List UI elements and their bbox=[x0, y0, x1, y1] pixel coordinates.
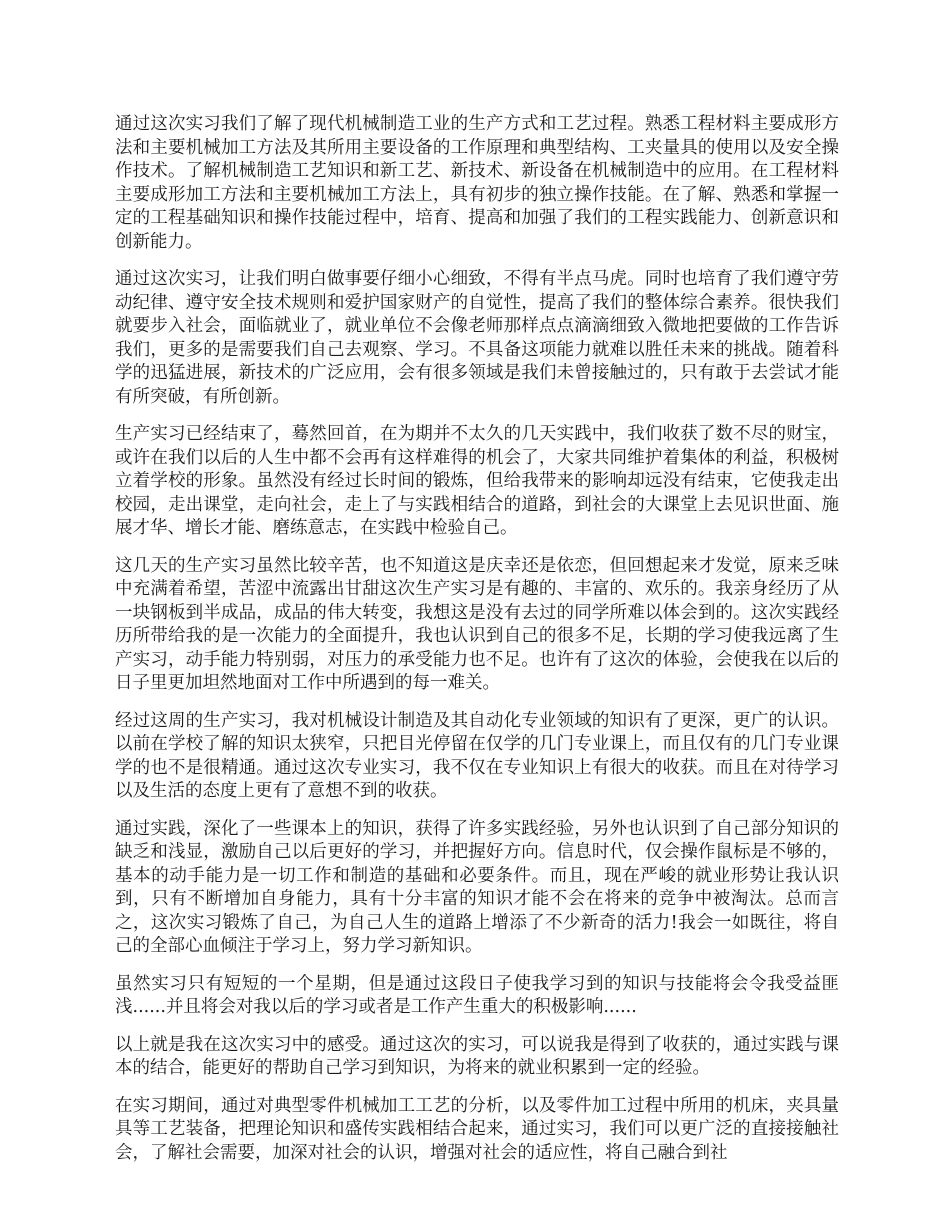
document-body bbox=[115, 113, 839, 1179]
paragraph-8: 以上就是我在这次实习中的感受。通过这次的实习，可以说我是得到了收获的，通过实践与课本的结合，能更好的帮助自己学习到知识，为将来的就业积累到一定的经验。 bbox=[115, 1034, 839, 1078]
paragraph-6: 通过实践，深化了一些课本上的知识，获得了许多实践经验，另外也认识到了自己部分知识的缺乏和浅显，激励自己以后更好的学习，并把握好方向。信息时代，仅会操作鼠标是不够的，基本的动手能力是一切工作和制造的基础和必要条件。而且，现在严峻的就业形势让我认识到，只有不断增加自身能力，具有十分丰富的知识才能不会在将来的竞争中被淘汰。总而言之，这次实习锻炼了自己，为自己人生的道路上增添了不少新奇的活力!我会一如既往，将自己的全部心血倾注于学习上，努力学习新知识。 bbox=[115, 818, 839, 956]
paragraph-9: 在实习期间，通过对典型零件机械加工工艺的分析，以及零件加工过程中所用的机床，夹具量具等工艺装备，把理论知识和盛传实践相结合起来，通过实习，我们可以更广泛的直接接触社会，了解社会需要，加深对社会的认识，增强对社会的适应性，将自己融合到社 bbox=[115, 1095, 839, 1163]
paragraph-4: 这几天的生产实习虽然比较辛苦，也不知道这是庆幸还是依恋，但回想起来才发觉，原来乏味中充满着希望，苦涩中流露出甘甜这次生产实习是有趣的、丰富的、欢乐的。我亲身经历了从一块钢板到半成品，成品的伟大转变，我想这是没有去过的同学所难以体会到的。这次实践经历所带给我的是一次能力的全面提升，我也认识到自己的很多不足，长期的学习使我远离了生产实习，动手能力特别弱，对压力的承受能力也不足。也许有了这次的体验，会使我在以后的日子里更加坦然地面对工作中所遇到的每一难关。 bbox=[115, 555, 839, 693]
paragraph-1: 通过这次实习我们了解了现代机械制造工业的生产方式和工艺过程。熟悉工程材料主要成形方法和主要机械加工方法及其所用主要设备的工作原理和典型结构、工夹量具的使用以及安全操作技术。了解机械制造工艺知识和新工艺、新技术、新设备在机械制造中的应用。在工程材料主要成形加工方法和主要机械加工方法上，具有初步的独立操作技能。在了解、熟悉和掌握一定的工程基础知识和操作技能过程中，培育、提高和加强了我们的工程实践能力、创新意识和创新能力。 bbox=[115, 114, 839, 252]
paragraph-2: 通过这次实习，让我们明白做事要仔细小心细致，不得有半点马虎。同时也培育了我们遵守劳动纪律、遵守安全技术规则和爱护国家财产的自觉性，提高了我们的整体综合素养。很快我们就要步入社会，面临就业了，就业单位不会像老师那样点点滴滴细致入微地把要做的工作告诉我们，更多的是需要我们自己去观察、学习。不具备这项能力就难以胜任未来的挑战。随着科学的迅猛进展，新技术的广泛应用，会有很多领域是我们未曾接触过的，只有敢于去尝试才能有所突破，有所创新。 bbox=[115, 269, 839, 407]
paragraph-5: 经过这周的生产实习，我对机械设计制造及其自动化专业领域的知识有了更深，更广的认识。以前在学校了解的知识太狭窄，只把目光停留在仅学的几门专业课上，而且仅有的几门专业课学的也不是很精通。通过这次专业实习，我不仅在专业知识上有很大的收获。而且在对待学习以及生活的态度上更有了意想不到的收获。 bbox=[115, 710, 839, 801]
paragraph-3: 生产实习已经结束了，蓦然回首，在为期并不太久的几天实践中，我们收获了数不尽的财宝，或许在我们以后的人生中都不会再有这样难得的机会了，大家共同维护着集体的利益，积极树立着学校的形象。虽然没有经过长时间的锻炼，但给我带来的影响却远没有结束，它使我走出校园，走出课堂，走向社会，走上了与实践相结合的道路，到社会的大课堂上去见识世面、施展才华、增长才能、磨练意志，在实践中检验自己。 bbox=[115, 424, 839, 538]
paragraph-7: 虽然实习只有短短的一个星期，但是通过这段日子使我学习到的知识与技能将会令我受益匪浅......并且将会对我以后的学习或者是工作产生重大的积极影响...... bbox=[115, 973, 839, 1017]
